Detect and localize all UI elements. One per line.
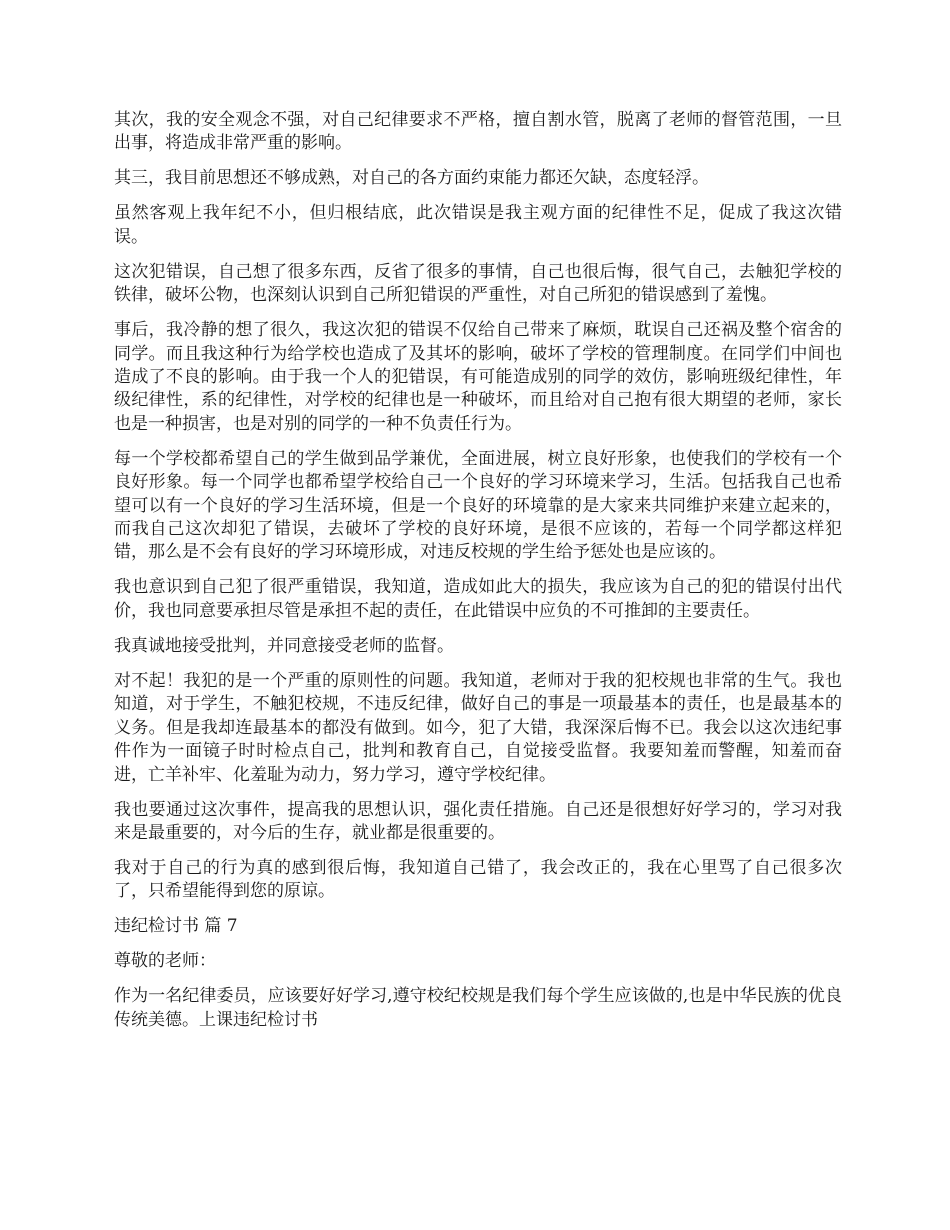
- paragraph-10: 我也要通过这次事件，提高我的思想认识，强化责任措施。自己还是很想好好学习的，学习对我来是最重要的，对今后的生存，就业都是很重要的。: [114, 799, 842, 843]
- paragraph-5: 事后，我冷静的想了很久，我这次犯的错误不仅给自己带来了麻烦，耽误自己还祸及整个宿舍的同学。而且我这种行为给学校也造成了及其坏的影响，破坏了学校的管理制度。在同学们中间也造成了不良的影响。由于我一个人的犯错误，有可能造成别的同学的效仿，影响班级纪律性，年级纪律性，系的纪律性，对学校的纪律也是一种破坏，而且给对自己抱有很大期望的老师，家长也是一种损害，也是对别的同学的一种不负责任行为。: [114, 320, 842, 434]
- paragraph-4: 这次犯错误，自己想了很多东西，反省了很多的事情，自己也很后悔，很气自己，去触犯学校的铁律，破坏公物，也深刻认识到自己所犯错误的严重性，对自己所犯的错误感到了羞愧。: [114, 261, 842, 306]
- document-body: [114, 109, 842, 1044]
- paragraph-8: 我真诚地接受批判，并同意接受老师的监督。: [114, 635, 454, 656]
- paragraph-11: 我对于自己的行为真的感到很后悔，我知道自己错了，我会改正的，我在心里骂了自己很多次了，只希望能得到您的原谅。: [114, 857, 842, 902]
- salutation: 尊敬的老师：: [114, 951, 216, 972]
- paragraph-6: 每一个学校都希望自己的学生做到品学兼优，全面进展，树立良好形象，也使我们的学校有一个良好形象。每一个同学也都希望学校给自己一个良好的学习环境来学习，生活。包括我自己也希望可以有一个良好的学习生活环境，但是一个良好的环境靠的是大家来共同维护来建立起来的，而我自己这次却犯了错误，去破坏了学校的良好环境，是很不应该的，若每一个同学都这样犯错，那么是不会有良好的学习环境形成，对违反校规的学生给予惩处也是应该的。: [114, 448, 842, 563]
- paragraph-9: 对不起！我犯的是一个严重的原则性的问题。我知道，老师对于我的犯校规也非常的生气。我也知道，对于学生，不触犯校规，不违反纪律，做好自己的事是一项最基本的责任，也是最基本的义务。但是我却连最基本的都没有做到。如今，犯了大错，我深深后悔不已。我会以这次违纪事件作为一面镜子时时检点自己，批判和教育自己，自觉接受监督。我要知羞而警醒，知羞而奋进，亡羊补牢、化羞耻为动力，努力学习，遵守学校纪律。: [114, 670, 842, 785]
- section-heading: 违纪检讨书 篇 7: [114, 916, 238, 937]
- paragraph-2: 其三，我目前思想还不够成熟，对自己的各方面约束能力都还欠缺，态度轻浮。: [114, 168, 709, 189]
- paragraph-3: 虽然客观上我年纪不小，但归根结底，此次错误是我主观方面的纪律性不足，促成了我这次错误。: [114, 203, 842, 247]
- paragraph-7: 我也意识到自己犯了很严重错误，我知道，造成如此大的损失，我应该为自己的犯的错误付出代价，我也同意要承担尽管是承担不起的责任，在此错误中应负的不可推卸的主要责任。: [114, 577, 842, 621]
- paragraph-14: 作为一名纪律委员，应该要好好学习,遵守校纪校规是我们每个学生应该做的,也是中华民族的优良传统美德。上课违纪检讨书: [114, 986, 842, 1030]
- paragraph-1: 其次，我的安全观念不强，对自己纪律要求不严格，擅自割水管，脱离了老师的督管范围，一旦出事，将造成非常严重的影响。: [114, 110, 842, 154]
